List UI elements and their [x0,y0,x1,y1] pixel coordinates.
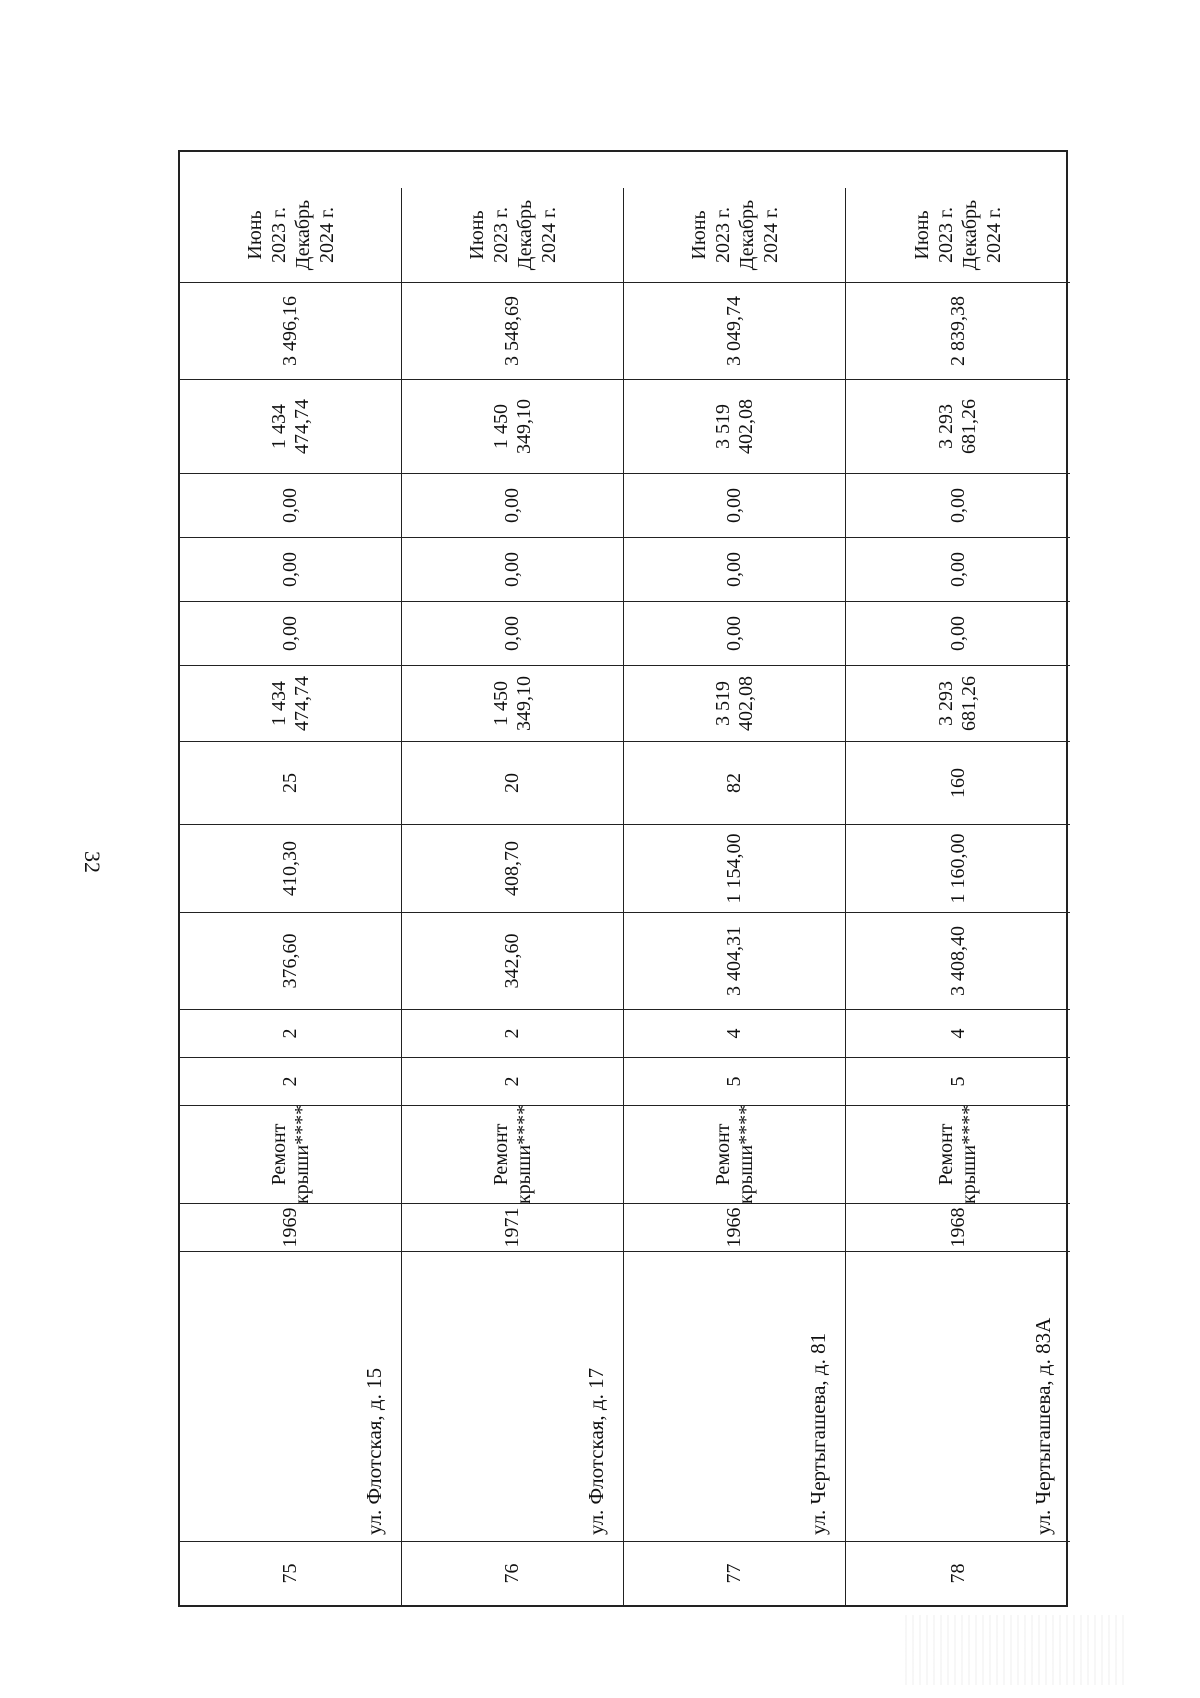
total-area: 3 404,31 [624,912,846,1009]
residents: 160 [846,741,1070,824]
total-area: 3 408,40 [846,912,1070,1009]
period-start: Июнь 2023 г. [911,207,957,263]
cost-owners: 3 519 402,08 [624,379,846,473]
cost-source-3: 0,00 [402,473,624,537]
cost-source-2: 0,00 [846,537,1070,601]
total-area: 342,60 [402,912,624,1009]
address: ул. Флотская, д. 15 [180,1251,402,1541]
cost-owners: 3 293 681,26 [846,379,1070,473]
period-end: Декабрь 2024 г. [513,199,560,271]
floors: 5 [846,1057,1070,1105]
cost-source-3: 0,00 [624,473,846,537]
cost-owners: 1 450 349,10 [402,379,624,473]
unit-cost: 3 049,74 [624,282,846,379]
cost-source-2: 0,00 [402,537,624,601]
floors: 2 [180,1057,402,1105]
period [846,188,1070,282]
entrances: 2 [402,1009,624,1057]
works-table-container [178,150,1068,1607]
address: ул. Чертыгашева, д. 81 [624,1251,846,1541]
unit-cost: 3 496,16 [180,282,402,379]
roof-area: 410,30 [180,824,402,912]
cost-owners: 1 434 474,74 [180,379,402,473]
build-year: 1966 [624,1203,846,1251]
residents: 25 [180,741,402,824]
build-year: 1971 [402,1203,624,1251]
cost-source-3: 0,00 [846,473,1070,537]
period-end: Декабрь 2024 г. [735,199,782,271]
period [180,188,402,282]
period [624,188,846,282]
cost-source-1: 0,00 [846,601,1070,665]
build-year: 1969 [180,1203,402,1251]
entrances: 4 [846,1009,1070,1057]
floors: 5 [624,1057,846,1105]
scan-artifact [905,1615,1125,1685]
cost-source-2: 0,00 [180,537,402,601]
row-number: 75 [180,1541,402,1605]
period-end: Декабрь 2024 г. [959,199,1005,271]
cost-total: 1 450 349,10 [402,665,624,741]
entrances: 4 [624,1009,846,1057]
cost-total: 1 434 474,74 [180,665,402,741]
works-table [178,150,1068,1607]
address: ул. Чертыгашева, д. 83А [846,1251,1070,1541]
cost-total: 3 519 402,08 [624,665,846,741]
work-type: Ремонт крыши**** [624,1105,846,1203]
period [402,188,624,282]
row-number: 78 [846,1541,1070,1605]
cost-total: 3 293 681,26 [846,665,1070,741]
work-type: Ремонт крыши**** [180,1105,402,1203]
period-start: Июнь 2023 г. [465,207,512,263]
address: ул. Флотская, д. 17 [402,1251,624,1541]
period-end: Декабрь 2024 г. [291,199,338,271]
period-start: Июнь 2023 г. [243,207,290,263]
floors: 2 [402,1057,624,1105]
residents: 20 [402,741,624,824]
cost-source-2: 0,00 [624,537,846,601]
period-start: Июнь 2023 г. [687,207,734,263]
page-number: 32 [80,851,105,873]
work-type: Ремонт крыши**** [402,1105,624,1203]
roof-area: 1 154,00 [624,824,846,912]
cost-source-1: 0,00 [180,601,402,665]
cost-source-3: 0,00 [180,473,402,537]
cost-source-1: 0,00 [402,601,624,665]
row-number: 77 [624,1541,846,1605]
cost-source-1: 0,00 [624,601,846,665]
work-type: Ремонт крыши**** [846,1105,1070,1203]
roof-area: 408,70 [402,824,624,912]
entrances: 2 [180,1009,402,1057]
unit-cost: 2 839,38 [846,282,1070,379]
build-year: 1968 [846,1203,1070,1251]
roof-area: 1 160,00 [846,824,1070,912]
residents: 82 [624,741,846,824]
unit-cost: 3 548,69 [402,282,624,379]
row-number: 76 [402,1541,624,1605]
total-area: 376,60 [180,912,402,1009]
